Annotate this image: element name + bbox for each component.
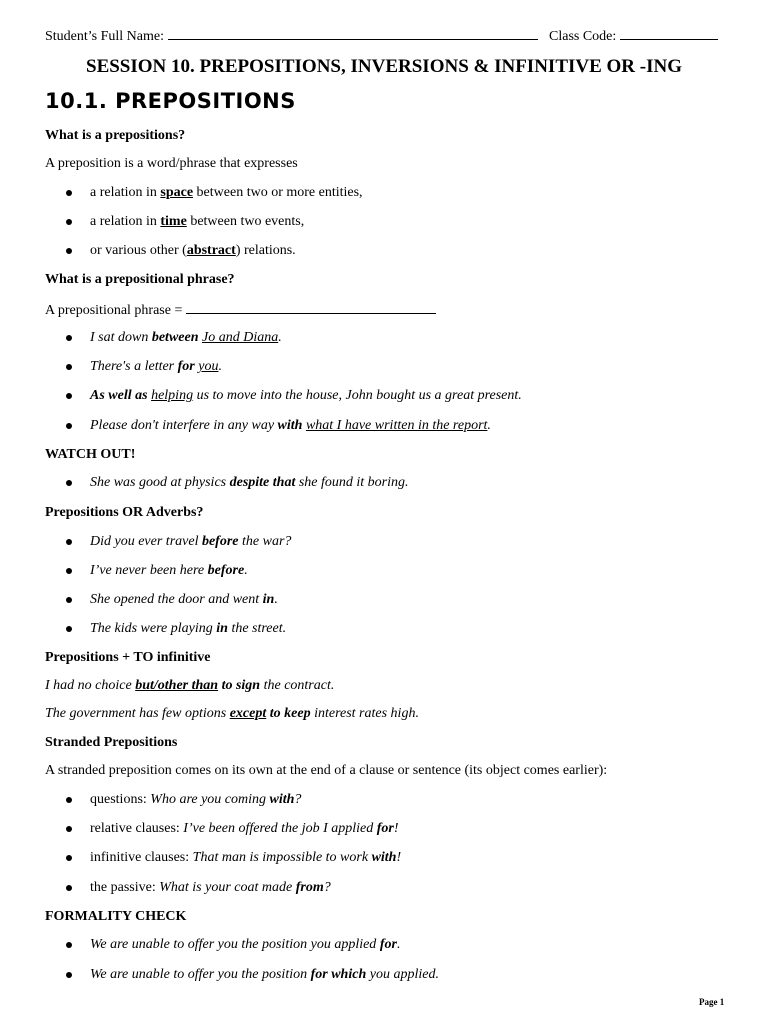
question-heading-2: What is a prepositional phrase?: [45, 272, 235, 287]
bullet-dot: [66, 393, 72, 399]
example-item: We are unable to offer you the position for which you applied.: [90, 967, 439, 982]
stranded-definition: A stranded preposition comes on its own at the end of a clause or sentence (its object comes earlier):: [45, 763, 608, 778]
stranded-item: the passive: What is your coat made from?: [90, 880, 331, 895]
bullet-dot: [66, 855, 72, 861]
stranded-item: questions: Who are you coming with?: [90, 792, 302, 807]
bullet-dot: [66, 942, 72, 948]
section-heading: 10.1. PREPOSITIONS: [45, 89, 296, 113]
example-item: We are unable to offer you the position you applied for.: [90, 937, 401, 952]
bullet-dot: [66, 423, 72, 429]
formality-heading: FORMALITY CHECK: [45, 909, 187, 924]
bullet-dot: [66, 539, 72, 545]
definition-text: A preposition is a word/phrase that expresses: [45, 156, 298, 171]
example-item: As well as helping us to move into the house, John bought us a great present.: [90, 388, 522, 403]
list-item: a relation in space between two or more entities,: [90, 185, 363, 200]
question-heading-1: What is a prepositions?: [45, 128, 186, 143]
student-name-label: Student’s Full Name:: [45, 29, 164, 44]
phrase-blank: [186, 300, 436, 314]
stranded-heading: Stranded Prepositions: [45, 735, 178, 750]
bullet-dot: [66, 597, 72, 603]
list-item: a relation in time between two events,: [90, 214, 305, 229]
example-line: The government has few options except to keep interest rates high.: [45, 706, 419, 721]
class-code-blank: [620, 26, 718, 40]
infinitive-heading: Prepositions + TO infinitive: [45, 650, 211, 665]
example-item: There's a letter for you.: [90, 359, 222, 374]
stranded-item: relative clauses: I’ve been offered the job I applied for!: [90, 821, 399, 836]
bullet-dot: [66, 626, 72, 632]
student-name-row: [45, 26, 538, 46]
example-item: The kids were playing in the street.: [90, 621, 287, 636]
bullet-dot: [66, 219, 72, 225]
page-number: Page 1: [699, 997, 725, 1007]
prepositional-phrase-row: A prepositional phrase =: [45, 300, 436, 320]
adverbs-heading: Prepositions OR Adverbs?: [45, 505, 204, 520]
bullet-dot: [66, 480, 72, 486]
example-item: She opened the door and went in.: [90, 592, 278, 607]
bullet-dot: [66, 335, 72, 341]
example-item: Did you ever travel before the war?: [90, 534, 292, 549]
bullet-dot: [66, 190, 72, 196]
bullet-dot: [66, 364, 72, 370]
example-item: I sat down between Jo and Diana.: [90, 330, 282, 345]
example-item: I’ve never been here before.: [90, 563, 248, 578]
list-item: or various other (abstract) relations.: [90, 243, 296, 258]
bullet-dot: [66, 568, 72, 574]
bullet-dot: [66, 248, 72, 254]
student-name-blank: [168, 26, 538, 40]
example-item: Please don't interfere in any way with what I have written in the report.: [90, 418, 491, 433]
stranded-item: infinitive clauses: That man is impossible to work with!: [90, 850, 402, 865]
watch-out-heading: WATCH OUT!: [45, 447, 136, 462]
bullet-dot: [66, 885, 72, 891]
bullet-dot: [66, 797, 72, 803]
class-code-row: [549, 26, 718, 46]
bullet-dot: [66, 972, 72, 978]
session-title: SESSION 10. PREPOSITIONS, INVERSIONS & INFINITIVE OR -ING: [86, 56, 682, 77]
example-line: I had no choice but/other than to sign the contract.: [45, 678, 335, 693]
example-item: She was good at physics despite that she found it boring.: [90, 475, 409, 490]
bullet-dot: [66, 826, 72, 832]
class-code-label: Class Code:: [549, 29, 617, 44]
